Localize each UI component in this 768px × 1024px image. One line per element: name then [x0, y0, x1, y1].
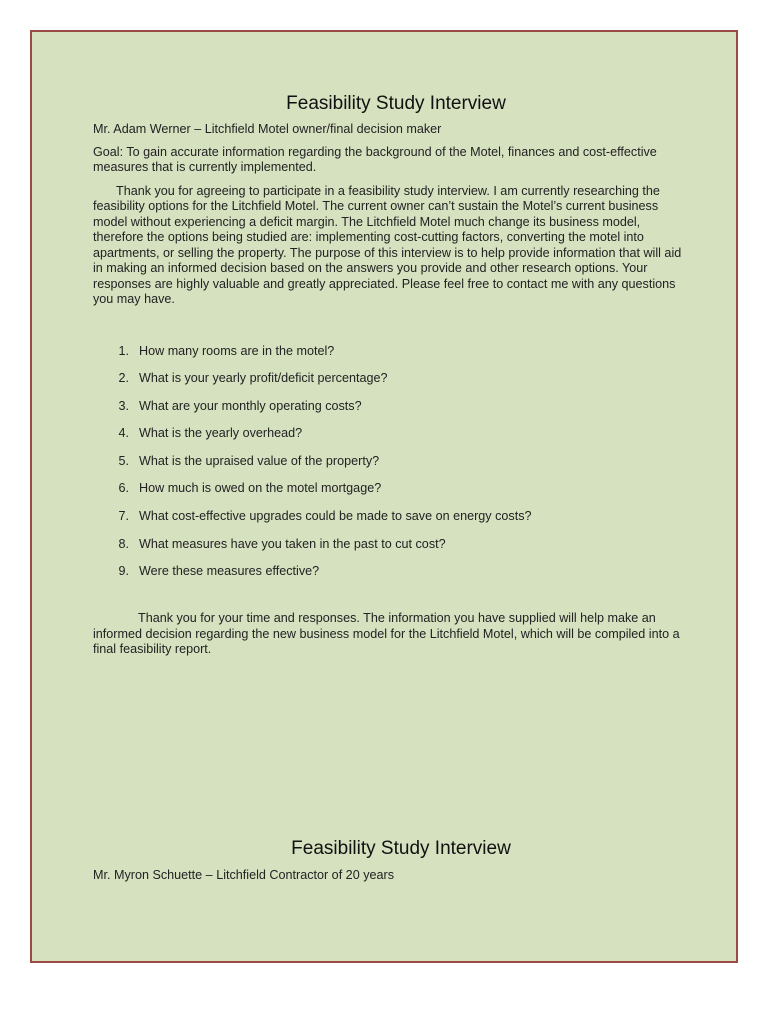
list-item [93, 537, 689, 552]
question-text: How many rooms are in the motel? [139, 343, 335, 358]
section2-title: Feasibility Study Interview [291, 838, 511, 859]
question-number: 4. [118, 426, 129, 441]
question-text: Were these measures effective? [139, 564, 320, 579]
question-text: How much is owed on the motel mortgage? [139, 481, 382, 496]
question-text: What measures have you taken in the past to cut cost? [139, 536, 446, 551]
question-text: What are your monthly operating costs? [139, 398, 362, 413]
question-number: 9. [118, 564, 129, 579]
section2-interviewee: Mr. Myron Schuette – Litchfield Contractor of 20 years [93, 868, 394, 882]
question-number: 6. [118, 481, 129, 496]
section1-interviewee: Mr. Adam Werner – Litchfield Motel owner/final decision maker [93, 122, 442, 136]
question-number: 5. [118, 453, 129, 468]
question-text: What is the upraised value of the property? [139, 453, 380, 468]
question-list [93, 344, 689, 580]
list-item [93, 481, 689, 496]
document-content [93, 92, 689, 882]
question-text: What is your yearly profit/deficit percentage? [139, 371, 388, 386]
section1-intro: Thank you for agreeing to participate in a feasibility study interview. I am currently researching the feasibility options for the Litchfield Motel. The current owner can’t sustain the Motel’s current business model without experiencing a deficit margin. The Litchfield Motel much change its business model, therefore the options being studied are: implementing cost-cutting factors, converting the motel into apartments, or selling the property. The purpose of this interview is to help provide information that will aid in making an informed decision based on the answers you provide and other research options. Your responses are highly valuable and greatly appreciated. Please feel free to contact me with any questions you may have. [93, 183, 682, 306]
question-number: 1. [118, 343, 129, 358]
list-item [93, 371, 689, 386]
section1-goal: Goal: To gain accurate information regarding the background of the Motel, finances and cost-effective measures that is currently implemented. [93, 144, 657, 174]
list-item [93, 426, 689, 441]
list-item [93, 344, 689, 359]
list-item [93, 509, 689, 524]
question-text: What cost-effective upgrades could be made to save on energy costs? [139, 509, 532, 524]
question-number: 7. [118, 509, 129, 524]
section1-closing: Thank you for your time and responses. The information you have supplied will help make an informed decision regarding the new business model for the Litchfield Motel, which will be compiled into a final feasibility report. [93, 611, 680, 657]
question-number: 2. [118, 371, 129, 386]
question-number: 8. [118, 536, 129, 551]
list-item [93, 399, 689, 414]
list-item [93, 564, 689, 579]
document-page [30, 30, 738, 963]
question-number: 3. [118, 398, 129, 413]
list-item [93, 454, 689, 469]
question-text: What is the yearly overhead? [139, 426, 303, 441]
section1-title: Feasibility Study Interview [286, 93, 506, 114]
